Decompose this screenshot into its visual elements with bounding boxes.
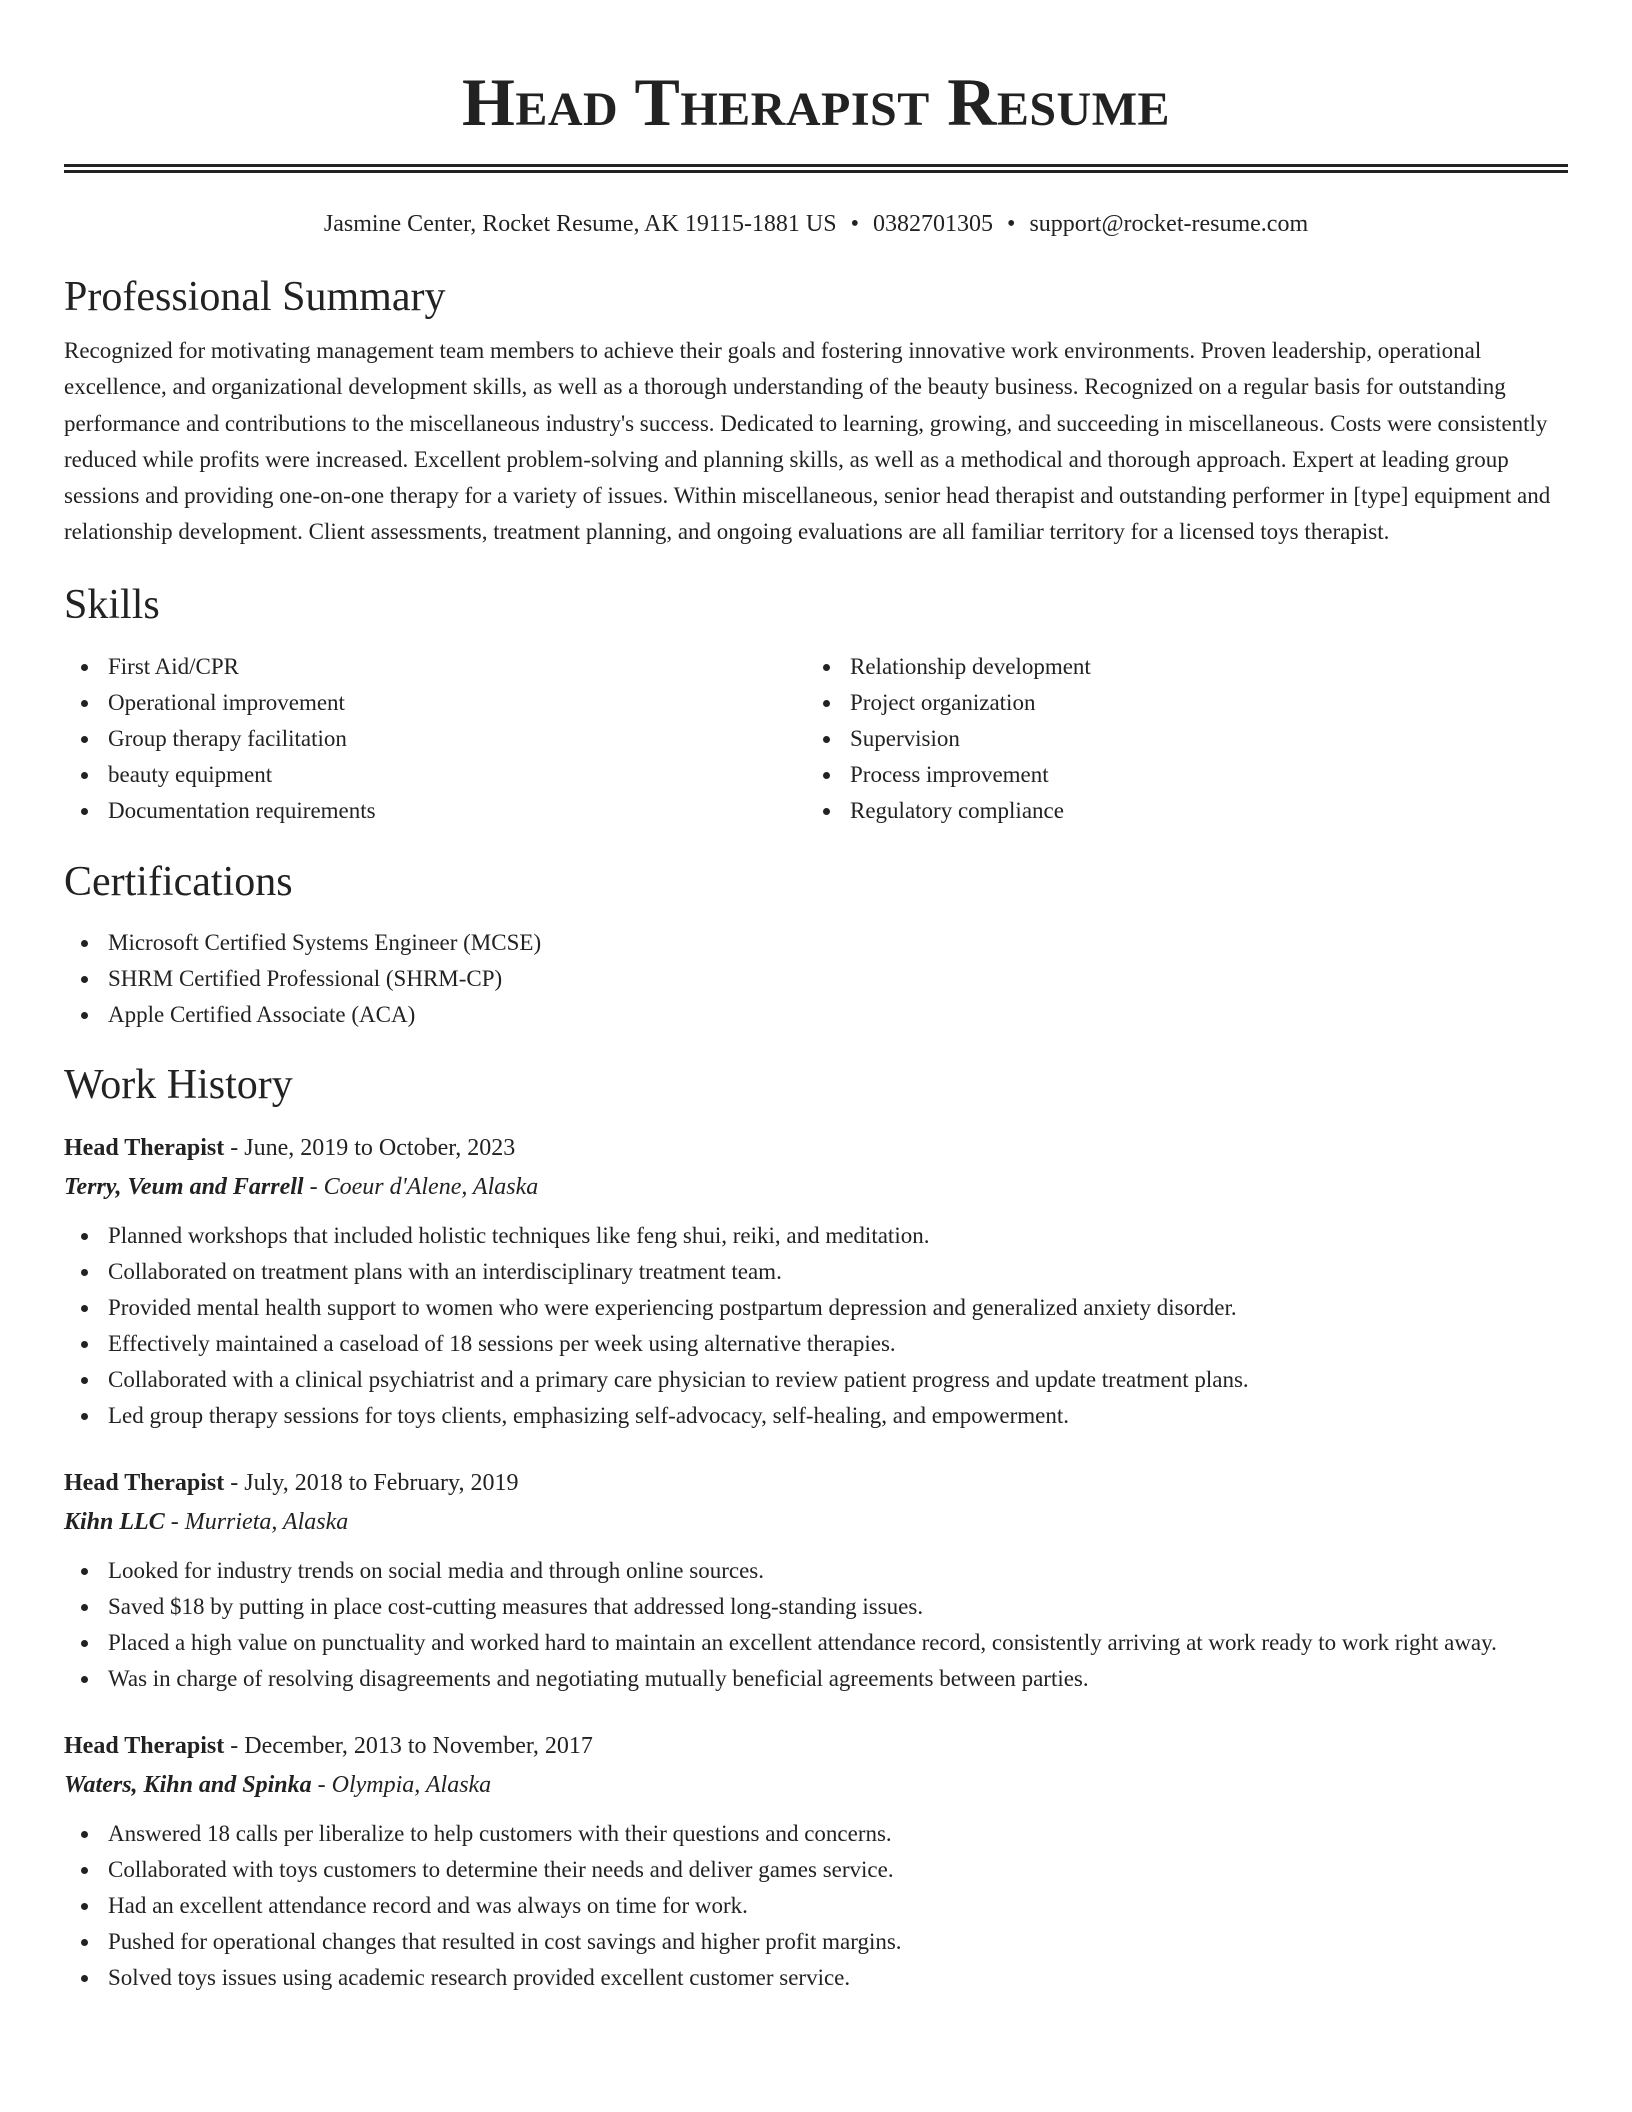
skill-item: beauty equipment: [64, 757, 806, 793]
job-bullet-list: [64, 1218, 1568, 1434]
contact-line: [64, 208, 1568, 240]
skill-item: Project organization: [806, 685, 1548, 721]
job-dash: -: [164, 1508, 185, 1535]
job-dates: June, 2019 to October, 2023: [244, 1134, 516, 1161]
job-bullet: Collaborated with a clinical psychiatrist and a primary care physician to review patient progress and update treatment plans.: [64, 1362, 1568, 1398]
job-bullet-list: [64, 1553, 1568, 1697]
contact-phone: 0382701305: [873, 211, 994, 237]
job-role: Head Therapist: [64, 1732, 225, 1759]
skills-right-list: [806, 649, 1548, 829]
job-bullet: Effectively maintained a caseload of 18 sessions per week using alternative therapies.: [64, 1326, 1568, 1362]
title-divider: [64, 164, 1568, 173]
skill-item: Group therapy facilitation: [64, 721, 806, 757]
job-company-line: [64, 1502, 1568, 1542]
skill-item: Documentation requirements: [64, 793, 806, 829]
company-name: Waters, Kihn and Spinka: [64, 1771, 312, 1798]
job-company-line: [64, 1765, 1568, 1805]
company-location: Murrieta, Alaska: [184, 1508, 349, 1535]
job-entry: [64, 1129, 1568, 1434]
job-dash: -: [303, 1173, 324, 1200]
skills-right-column: [806, 649, 1548, 829]
job-bullet: Solved toys issues using academic research provided excellent customer service.: [64, 1960, 1568, 1996]
resume-title: Head Therapist Resume: [461, 64, 1171, 140]
job-bullet: Had an excellent attendance record and was always on time for work.: [64, 1888, 1568, 1924]
contact-separator: •: [850, 211, 860, 237]
company-name: Terry, Veum and Farrell: [64, 1173, 304, 1200]
job-dates: July, 2018 to February, 2019: [244, 1469, 519, 1496]
job-entry: [64, 1727, 1568, 1996]
skill-item: Regulatory compliance: [806, 793, 1548, 829]
company-location: Coeur d'Alene, Alaska: [323, 1173, 539, 1200]
job-bullet: Collaborated on treatment plans with an interdisciplinary treatment team.: [64, 1254, 1568, 1290]
certification-item: SHRM Certified Professional (SHRM-CP): [64, 961, 1568, 997]
job-bullet: Looked for industry trends on social media and through online sources.: [64, 1553, 1568, 1589]
job-company-line: [64, 1167, 1568, 1207]
contact-email: support@rocket-resume.com: [1029, 211, 1309, 237]
skill-item: First Aid/CPR: [64, 649, 806, 685]
job-bullet: Provided mental health support to women who were experiencing postpartum depression and generalized anxiety disorder.: [64, 1290, 1568, 1326]
skills-heading: Skills: [64, 581, 160, 628]
job-role: Head Therapist: [64, 1469, 225, 1496]
skills-left-list: [64, 649, 806, 829]
job-bullet: Saved $18 by putting in place cost-cutting measures that addressed long-standing issues.: [64, 1589, 1568, 1625]
job-bullet: Was in charge of resolving disagreements and negotiating mutually beneficial agreements between parties.: [64, 1661, 1568, 1697]
job-dash: -: [311, 1771, 332, 1798]
certifications-heading: Certifications: [64, 858, 293, 905]
summary-text: Recognized for motivating management team members to achieve their goals and fostering innovative work environments. Proven leadership, operational excellence, and organizational development skills, as well as a thorough understanding of the beauty business. Recognized on a regular basis for outstanding performance and contributions to the miscellaneous industry's success. Dedicated to learning, growing, and succeeding in miscellaneous. Costs were consistently reduced while profits were increased. Excellent problem-solving and planning skills, as well as a methodical and thorough approach. Expert at leading group sessions and providing one-on-one therapy for a variety of issues. Within miscellaneous, senior head therapist and outstanding performer in [type] equipment and relationship development. Client assessments, treatment planning, and ongoing evaluations are all familiar territory for a licensed toys therapist.: [64, 338, 1551, 545]
job-header: [64, 1464, 1568, 1502]
company-name: Kihn LLC: [64, 1508, 165, 1535]
certification-item: Apple Certified Associate (ACA): [64, 997, 1568, 1033]
job-bullet-list: [64, 1816, 1568, 1996]
job-header: [64, 1727, 1568, 1765]
job-role: Head Therapist: [64, 1134, 225, 1161]
job-bullet: Placed a high value on punctuality and worked hard to maintain an excellent attendance record, consistently arriving at work ready to work right away.: [64, 1625, 1568, 1661]
job-bullet: Led group therapy sessions for toys clients, emphasizing self-advocacy, self-healing, and empowerment.: [64, 1398, 1568, 1434]
job-bullet: Answered 18 calls per liberalize to help customers with their questions and concerns.: [64, 1816, 1568, 1852]
contact-separator: •: [1007, 211, 1016, 237]
job-dash: -: [224, 1732, 245, 1759]
skills-left-column: [64, 649, 806, 829]
job-dash: -: [224, 1469, 245, 1496]
skill-item: Operational improvement: [64, 685, 806, 721]
job-entry: [64, 1464, 1568, 1697]
job-bullet: Collaborated with toys customers to determine their needs and deliver games service.: [64, 1852, 1568, 1888]
certifications-list: [64, 925, 1568, 1033]
contact-address: Jasmine Center, Rocket Resume, AK 19115-1881 US: [323, 211, 837, 237]
certification-item: Microsoft Certified Systems Engineer (MCSE): [64, 925, 1568, 961]
job-dash: -: [224, 1134, 245, 1161]
work-history-heading: Work History: [64, 1061, 293, 1108]
skill-item: Relationship development: [806, 649, 1548, 685]
job-dates: December, 2013 to November, 2017: [244, 1732, 593, 1759]
job-bullet: Pushed for operational changes that resulted in cost savings and higher profit margins.: [64, 1924, 1568, 1960]
skills-grid: [64, 649, 1568, 829]
summary-heading: Professional Summary: [64, 274, 446, 320]
company-location: Olympia, Alaska: [331, 1771, 492, 1798]
skill-item: Supervision: [806, 721, 1548, 757]
skill-item: Process improvement: [806, 757, 1548, 793]
job-bullet: Planned workshops that included holistic techniques like feng shui, reiki, and meditation.: [64, 1218, 1568, 1254]
job-header: [64, 1129, 1568, 1167]
